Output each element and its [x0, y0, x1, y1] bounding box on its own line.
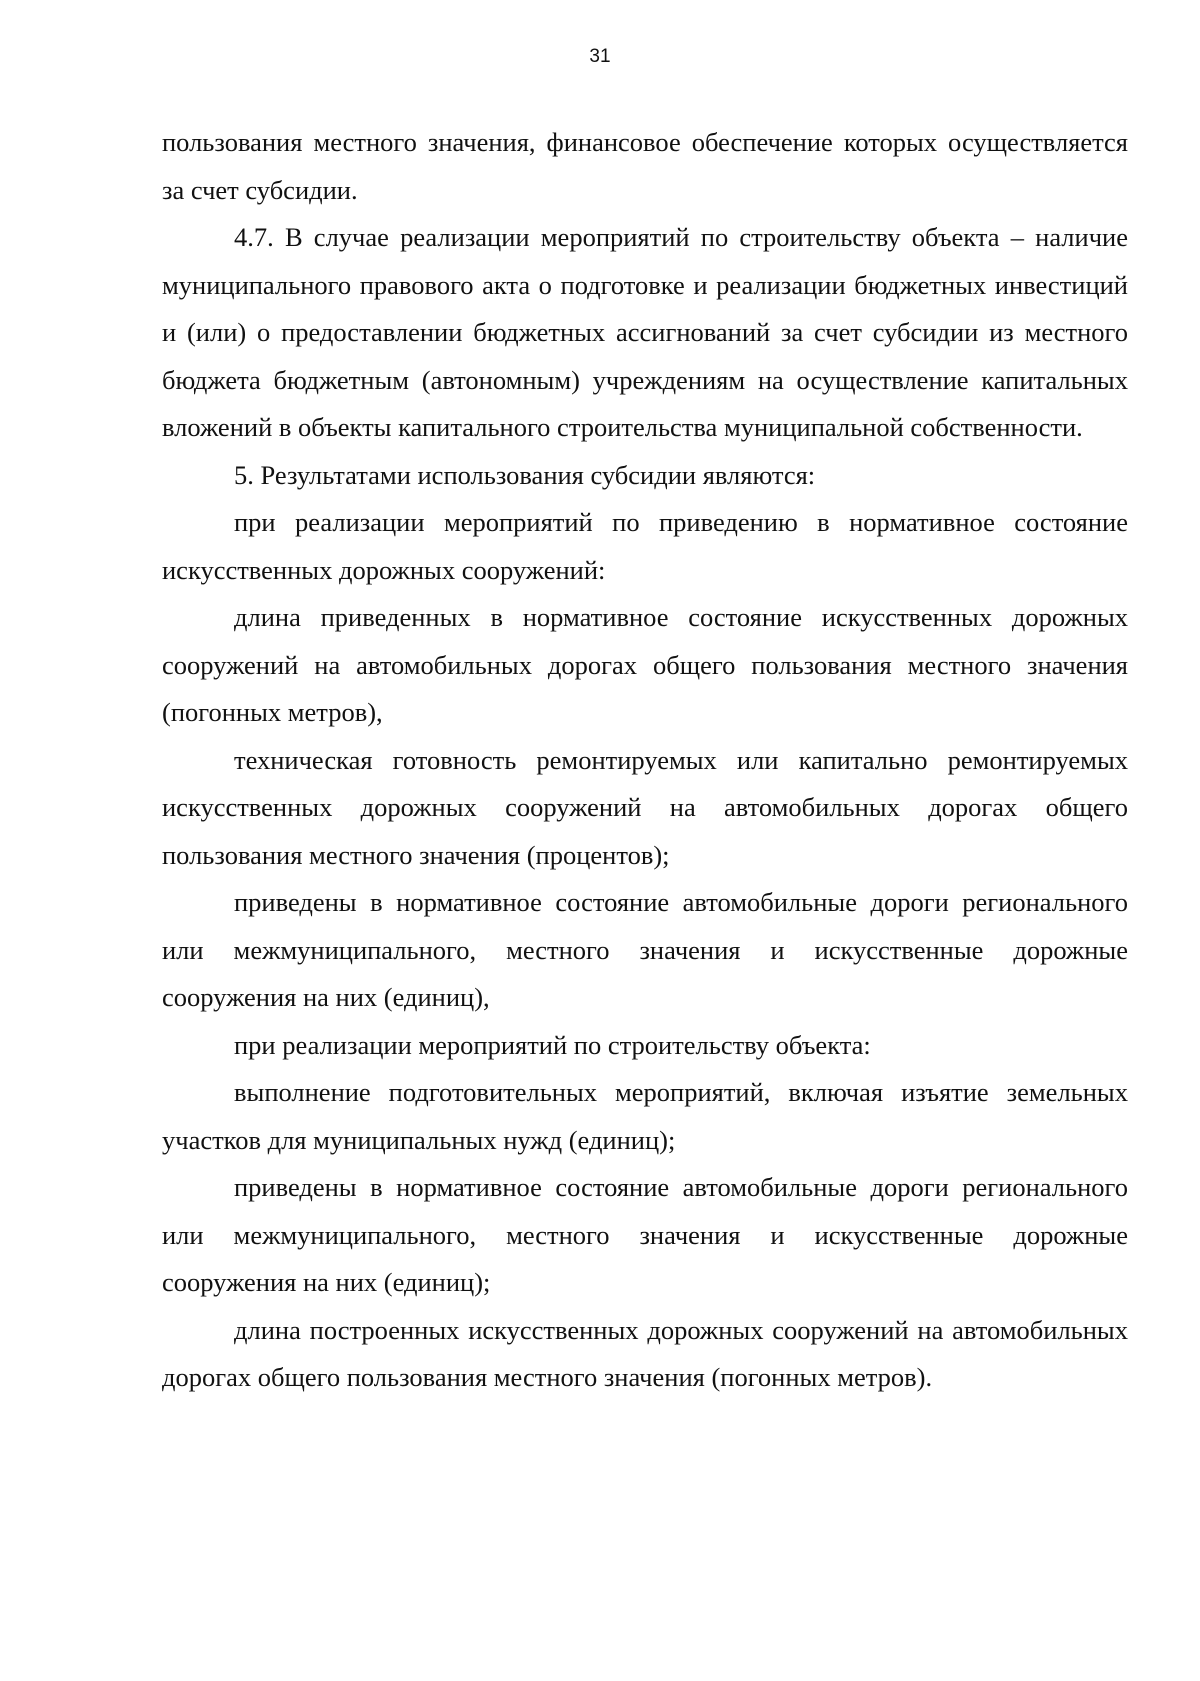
paragraph-roads-restored-1: приведены в нормативное состояние автомобильные дороги регионального или межмуниципального, местного значения и искусственные дорожные сооружения на них (единиц),	[162, 887, 1128, 1012]
paragraph-roads-restored-2: приведены в нормативное состояние автомобильные дороги регионального или межмуниципального, местного значения и искусственные дорожные сооружения на них (единиц);	[162, 1172, 1128, 1297]
paragraph-length-built: длина построенных искусственных дорожных сооружений на автомобильных дорогах общего пользования местного значения (погонных метров).	[162, 1314, 1128, 1392]
paragraph-construction-intro: при реализации мероприятий по строительству объекта:	[234, 1029, 871, 1060]
document-body	[162, 119, 1128, 1402]
paragraph-5-heading: 5. Результатами использования субсидии являются:	[234, 459, 816, 490]
paragraph-preparatory-measures: выполнение подготовительных мероприятий, включая изъятие земельных участков для муниципальных нужд (единиц);	[162, 1077, 1128, 1155]
paragraph-4-7: 4.7. В случае реализации мероприятий по строительству объекта – наличие муниципального правового акта о подготовке и реализации бюджетных инвестиций и (или) о предоставлении бюджетных ассигнований за счет субсидии из местного бюджета бюджетным (автономным) учреждениям на осуществление капитальных вложений в объекты капитального строительства муниципальной собственности.	[162, 222, 1128, 442]
page-number: 31	[589, 46, 611, 67]
paragraph-technical-readiness: техническая готовность ремонтируемых или капитально ремонтируемых искусственных дорожных сооружений на автомобильных дорогах общего пользования местного значения (процентов);	[162, 744, 1128, 870]
paragraph-length-restored: длина приведенных в нормативное состояние искусственных дорожных сооружений на автомобильных дорогах общего пользования местного значения (погонных метров),	[162, 602, 1128, 727]
paragraph-bridges-intro: при реализации мероприятий по приведению в нормативное состояние искусственных дорожных сооружений:	[162, 507, 1128, 585]
paragraph-continuation: пользования местного значения, финансовое обеспечение которых осуществляется за счет субсидии.	[162, 127, 1128, 205]
